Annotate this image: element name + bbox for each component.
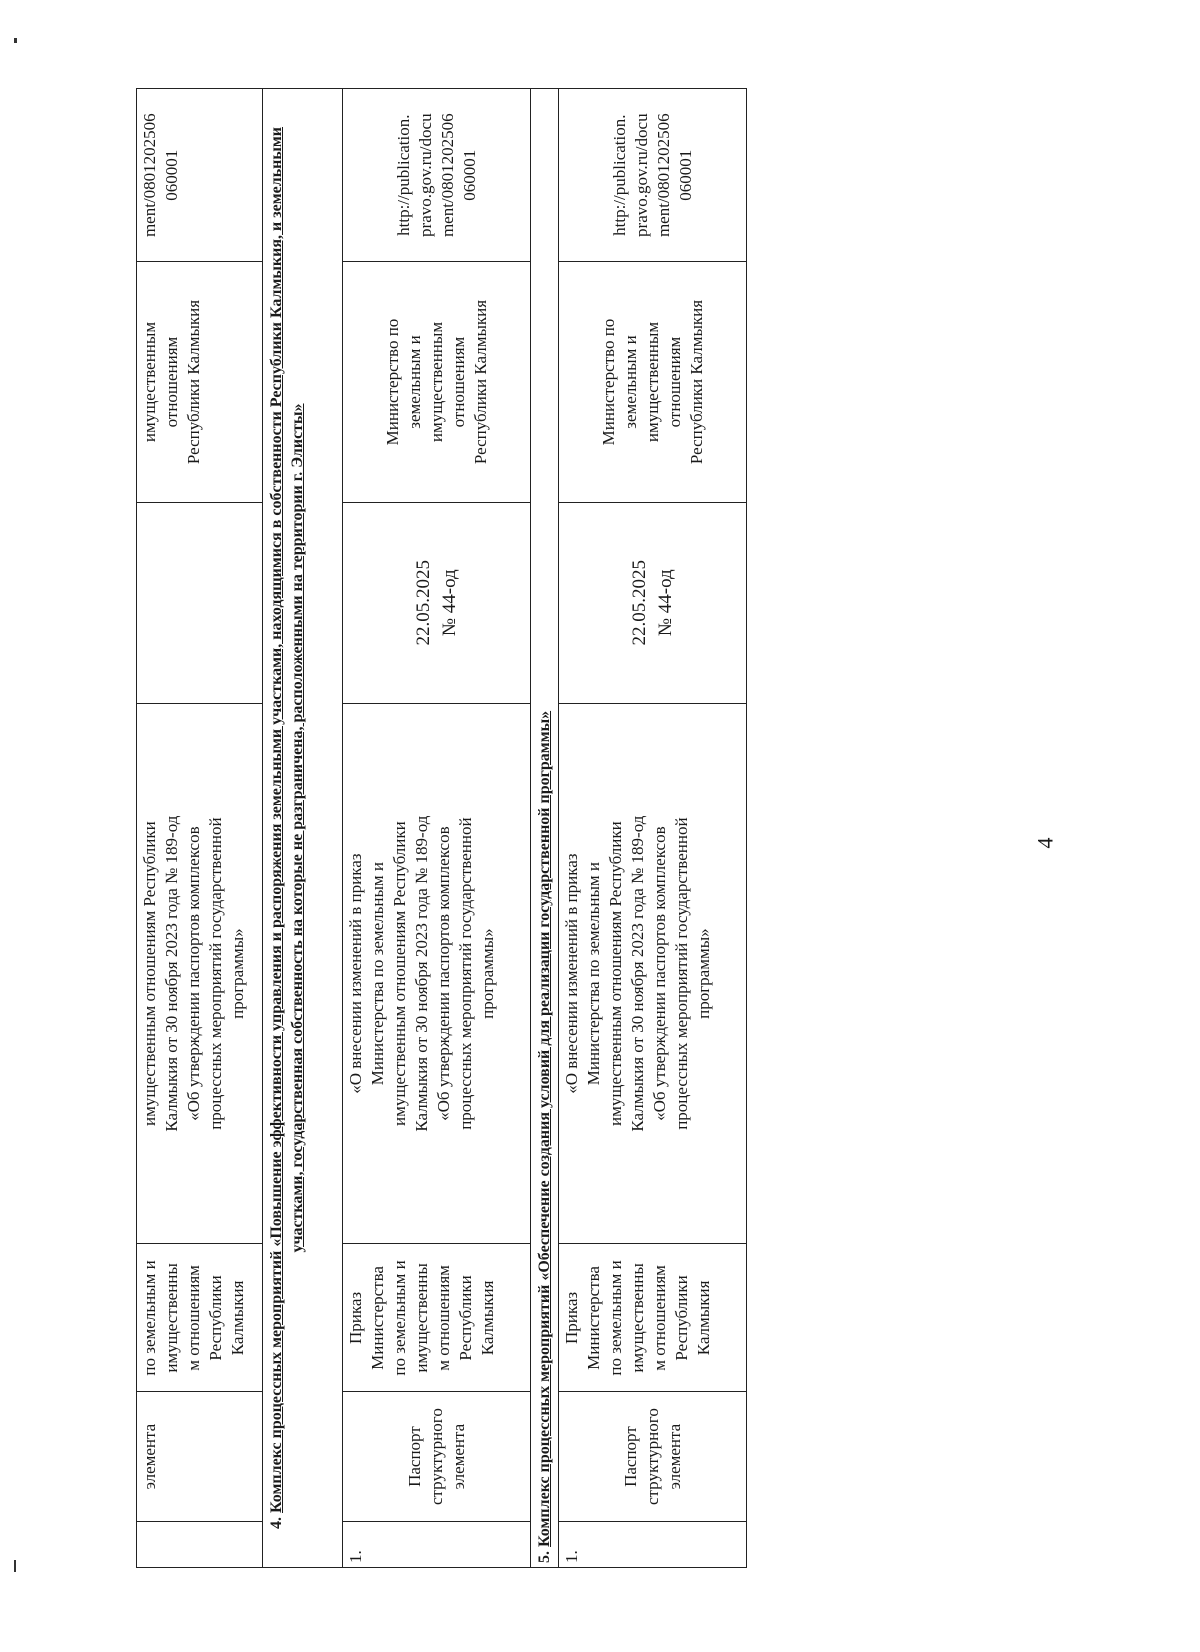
document-title: «О внесении изменений в приказ Министерства по земельным и имущественным отношениям Республики Калмыкия от 30 ноября 2023 года № 189-од «Об утверждении паспортов комплексов процессных мероприятий государственной программы» [343, 703, 531, 1244]
document-issuer: Приказ Министерства по земельным и имущественны м отношениям Республики Калмыкия [343, 1244, 531, 1392]
responsible-organization: имущественным отношениям Республики Калмыкия [137, 262, 263, 502]
rotated-document-table [136, 88, 800, 1568]
document-date: 22.05.2025 № 44-од [559, 502, 747, 703]
publication-link[interactable]: http://publication. pravo.gov.ru/docu ment/0801202506 060001 [343, 89, 531, 262]
section-title: Комплекс процессных мероприятий «Повышение эффективности управления и распоряжения земельными участками, находящимися в собственности Республики Калмыкия, и земельными участками, государственная собственность на которые не разграничена, расположенными на территории г. Элисты» [268, 126, 306, 1514]
document-issuer: Приказ Министерства по земельным и имущественны м отношениям Республики Калмыкия [559, 1244, 747, 1392]
page-number: 4 [1032, 837, 1058, 849]
table-row-section5 [559, 89, 747, 1568]
row-number [137, 1521, 263, 1567]
documents-table [136, 88, 747, 1568]
section-number: 5. [536, 1547, 553, 1563]
table-row-continued [137, 89, 263, 1568]
section-header-5 [531, 89, 559, 1568]
document-title: имущественным отношениям Республики Калмыкия от 30 ноября 2023 года № 189-од «Об утверждении паспортов комплексов процессных мероприятий государственной программы» [137, 703, 263, 1244]
scan-speck-top [14, 38, 17, 43]
publication-link[interactable]: http://publication. pravo.gov.ru/docu ment/0801202506 060001 [559, 89, 747, 262]
row-number: 1. [343, 1521, 531, 1567]
responsible-organization: Министерство по земельным и имущественным отношениям Республики Калмыкия [559, 262, 747, 502]
publication-link[interactable]: ment/0801202506 060001 [137, 89, 263, 262]
document-type: элемента [137, 1392, 263, 1521]
row-number: 1. [559, 1521, 747, 1567]
document-date [137, 502, 263, 703]
document-type: Паспорт структурного элемента [559, 1392, 747, 1521]
section-number: 4. [268, 1513, 285, 1530]
responsible-organization: Министерство по земельным и имущественным отношениям Республики Калмыкия [343, 262, 531, 502]
document-issuer: по земельным и имущественны м отношениям Республики Калмыкия [137, 1244, 263, 1392]
document-date: 22.05.2025 № 44-од [343, 502, 531, 703]
section-header-4 [263, 89, 343, 1568]
table-row-section4 [343, 89, 531, 1568]
scan-speck-bottom [14, 1560, 16, 1572]
section-title: Комплекс процессных мероприятий «Обеспечение создания условий для реализации государственной программы» [536, 710, 553, 1547]
document-title: «О внесении изменений в приказ Министерства по земельным и имущественным отношениям Республики Калмыкия от 30 ноября 2023 года № 189-од «Об утверждении паспортов комплексов процессных мероприятий государственной программы» [559, 703, 747, 1244]
document-type: Паспорт структурного элемента [343, 1392, 531, 1521]
